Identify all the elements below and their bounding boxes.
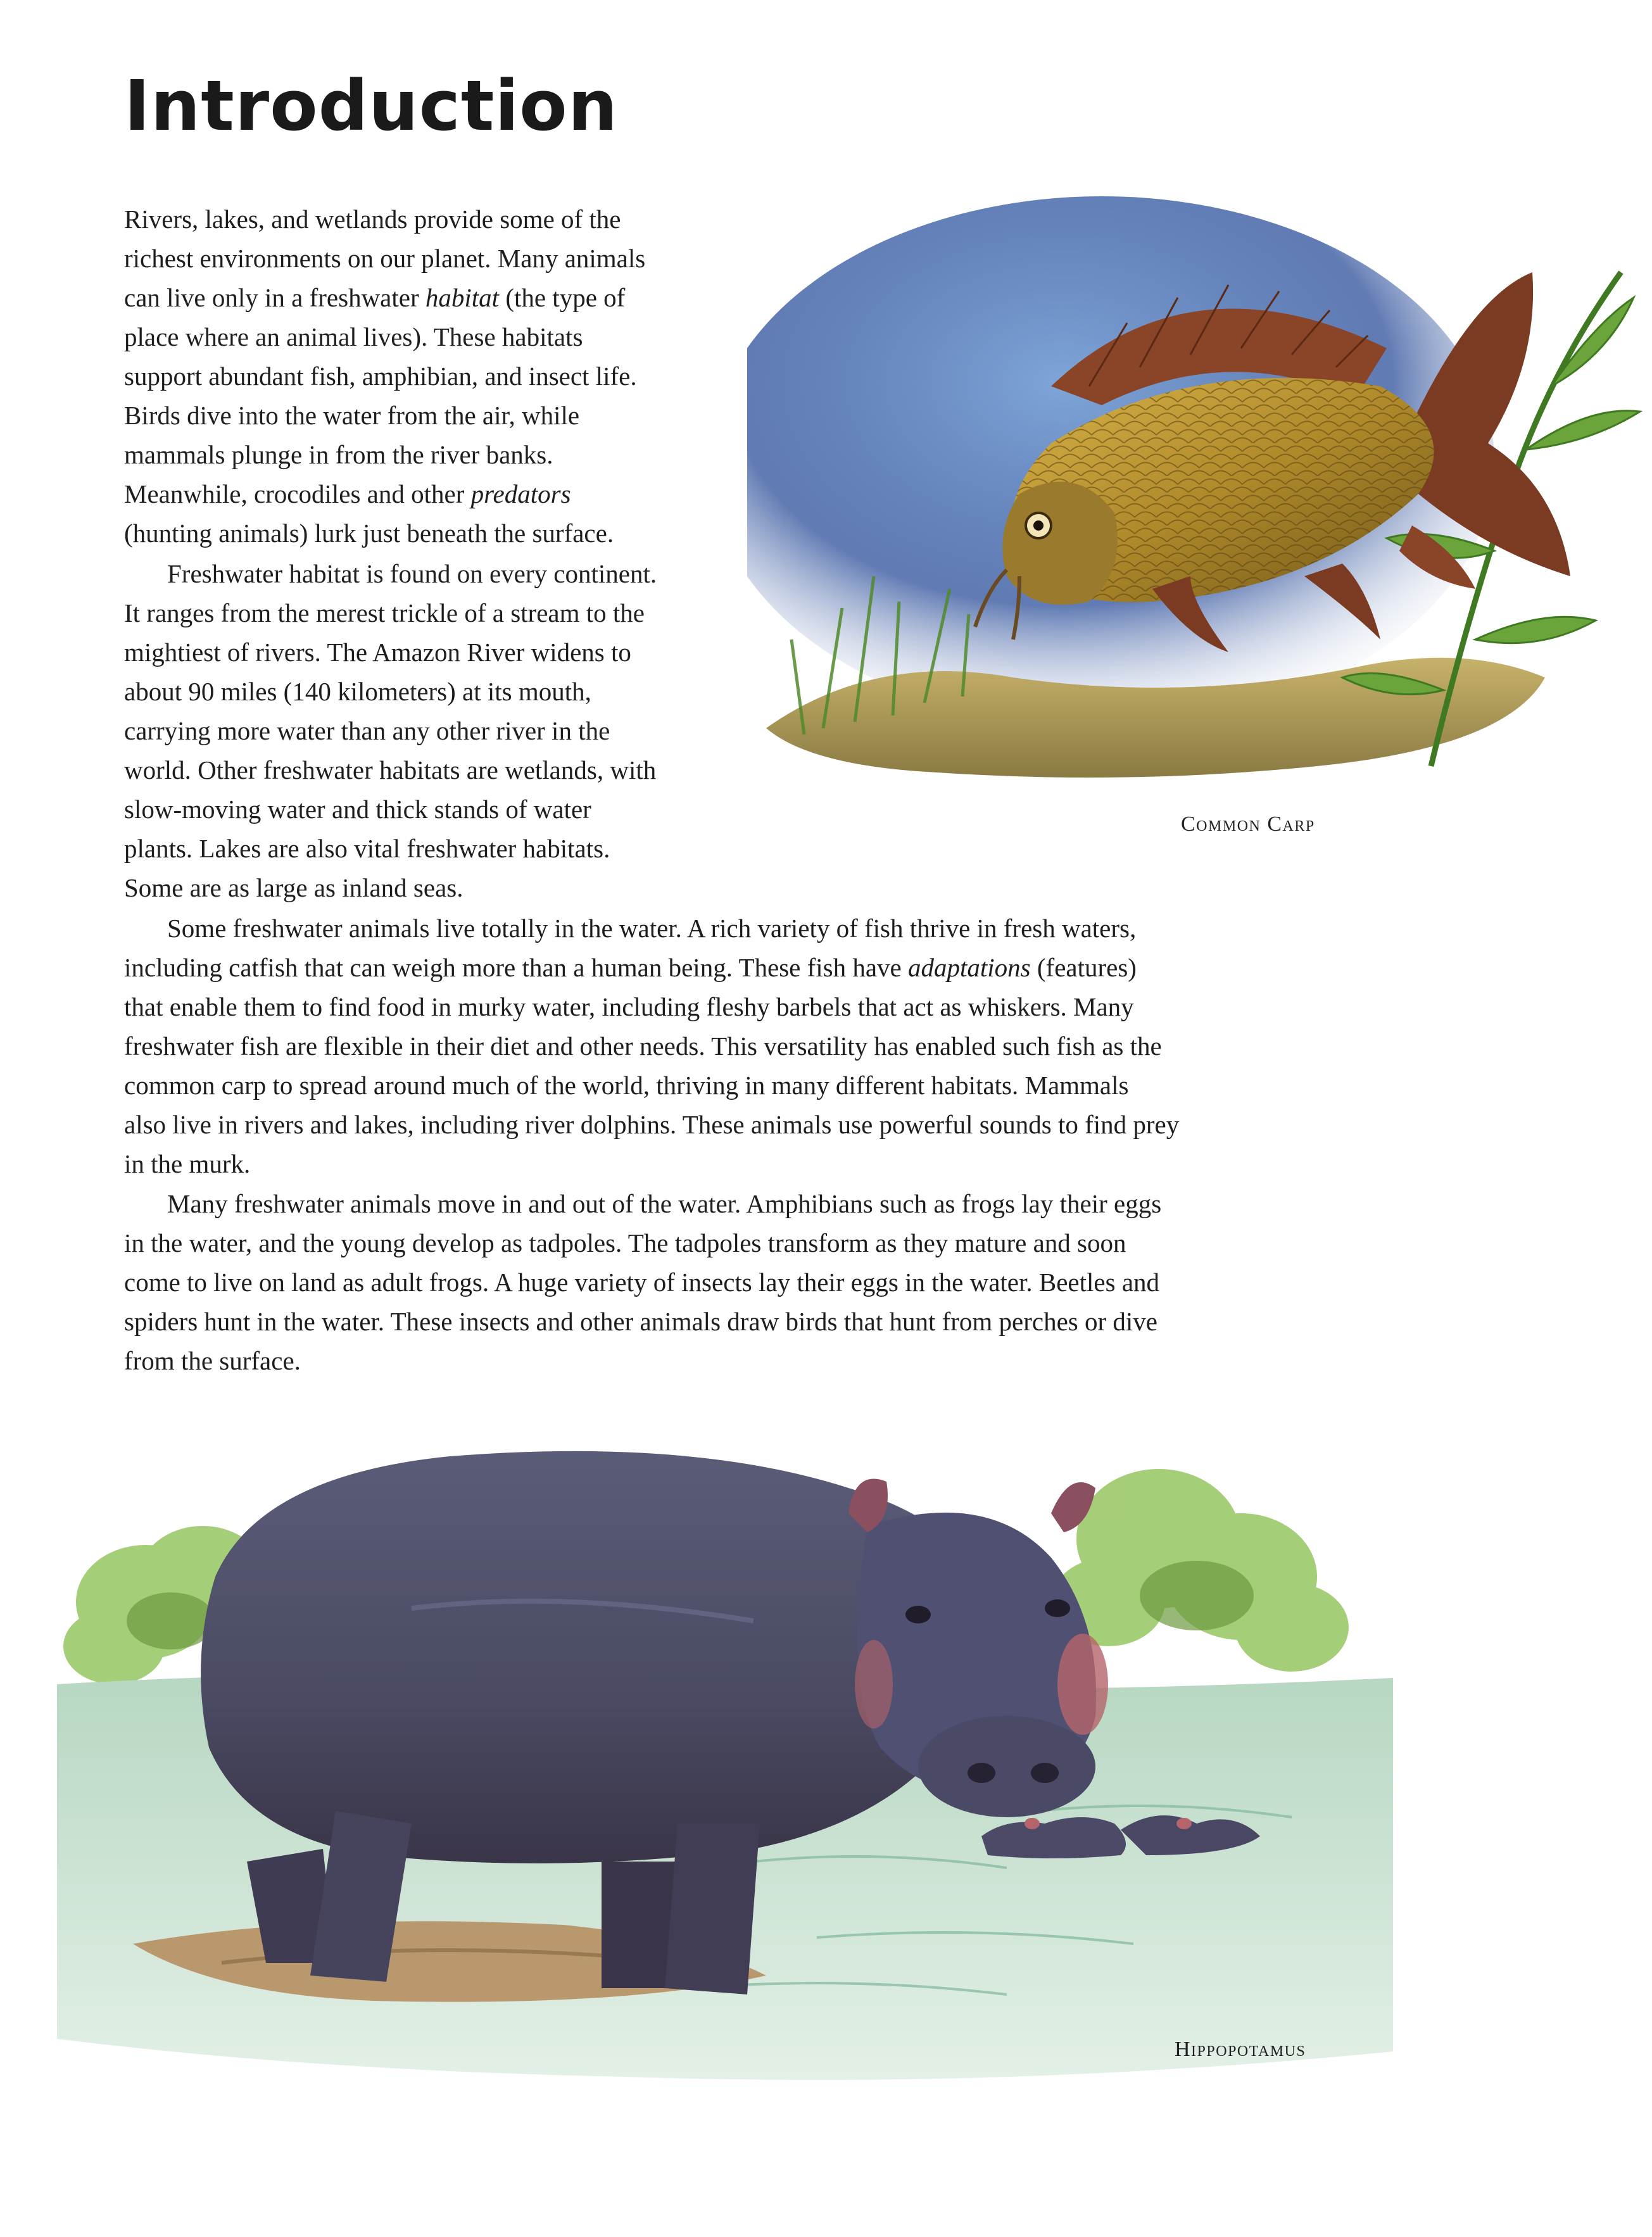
- text-line: Some are as large as inland seas.: [124, 873, 463, 902]
- text-line: in the water, and the young develop as tadpoles. The tadpoles transform as they mature and soon: [124, 1228, 1126, 1257]
- intro-paragraph-3: [124, 909, 1327, 1183]
- text-line: mightiest of rivers. The Amazon River widens to: [124, 638, 631, 667]
- text-line: support abundant fish, amphibian, and insect life.: [124, 362, 637, 391]
- intro-paragraph-1: [124, 199, 726, 553]
- italic-term: predators: [470, 479, 571, 508]
- text-line: Some freshwater animals live totally in the water. A rich variety of fish thrive in fresh waters,: [167, 914, 1137, 943]
- text-line: Birds dive into the water from the air, while: [124, 401, 580, 430]
- text-line: common carp to spread around much of the world, thriving in many different habitats. Mammals: [124, 1071, 1129, 1100]
- text-line: about 90 miles (140 kilometers) at its mouth,: [124, 677, 591, 706]
- carp-caption: Common Carp: [1181, 812, 1315, 836]
- text-line: It ranges from the merest trickle of a stream to the: [124, 598, 645, 627]
- text-line: Freshwater habitat is found on every continent.: [167, 559, 657, 588]
- italic-term: habitat: [425, 283, 500, 312]
- text-line: come to live on land as adult frogs. A huge variety of insects lay their eggs in the water. Beetles and: [124, 1268, 1160, 1297]
- italic-term: adaptations: [908, 953, 1031, 982]
- text-line: can live only in a freshwater habitat (the type of: [124, 283, 626, 312]
- text-line: including catfish that can weigh more than a human being. These fish have adaptations (features): [124, 953, 1137, 982]
- hippopotamus-caption: Hippopotamus: [1175, 2038, 1306, 2061]
- text-line: plants. Lakes are also vital freshwater habitats.: [124, 834, 610, 863]
- text-line: mammals plunge in from the river banks.: [124, 440, 553, 469]
- intro-paragraph-4: [124, 1184, 1327, 1380]
- text-line: Rivers, lakes, and wetlands provide some of the: [124, 205, 621, 234]
- common-carp-illustration: [747, 196, 1646, 804]
- text-line: place where an animal lives). These habitats: [124, 322, 583, 351]
- page-title: Introduction: [124, 65, 619, 146]
- text-line: freshwater fish are flexible in their diet and other needs. This versatility has enabled such fish as the: [124, 1031, 1162, 1061]
- text-line: Meanwhile, crocodiles and other predators: [124, 479, 571, 508]
- text-line: from the surface.: [124, 1346, 301, 1375]
- text-line: also live in rivers and lakes, including river dolphins. These animals use powerful sounds to find prey: [124, 1110, 1180, 1139]
- intro-paragraph-2: [124, 554, 726, 907]
- text-line: world. Other freshwater habitats are wetlands, with: [124, 755, 657, 785]
- text-line: slow-moving water and thick stands of water: [124, 795, 591, 824]
- text-line: (hunting animals) lurk just beneath the surface.: [124, 519, 614, 548]
- text-line: spiders hunt in the water. These insects and other animals draw birds that hunt from perches or dive: [124, 1307, 1157, 1336]
- text-line: in the murk.: [124, 1149, 251, 1178]
- hippopotamus-illustration: [57, 1418, 1393, 2102]
- text-line: richest environments on our planet. Many animals: [124, 244, 646, 273]
- text-line: Many freshwater animals move in and out of the water. Amphibians such as frogs lay their eggs: [167, 1189, 1162, 1218]
- text-line: that enable them to find food in murky water, including fleshy barbels that act as whiskers. Many: [124, 992, 1134, 1021]
- text-line: carrying more water than any other river in the: [124, 716, 610, 745]
